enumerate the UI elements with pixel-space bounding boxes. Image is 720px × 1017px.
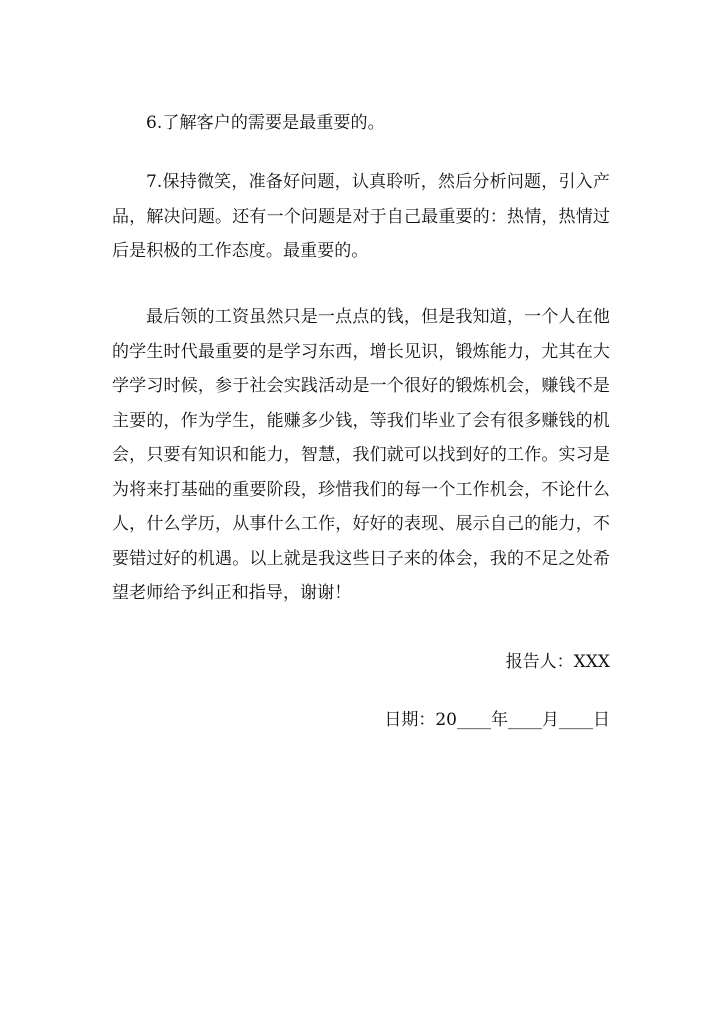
paragraph-conclusion: 最后领的工资虽然只是一点点的钱，但是我知道，一个人在他的学生时代最重要的是学习东西，增长见识，锻炼能力，尤其在大学学习时候，参于社会实践活动是一个很好的锻炼机会，赚钱不是主要的，作为学生，能赚多少钱，等我们毕业了会有很多赚钱的机会，只要有知识和能力，智慧，我们就可以找到好的工作。实习是为将来打基础的重要阶段，珍惜我们的每一个工作机会，不论什么人，什么学历，从事什么工作，好好的表现、展示自己的能力，不要错过好的机遇。以上就是我这些日子来的体会，我的不足之处希望老师给予纠正和指导，谢谢！	[112, 307, 610, 603]
paragraph-point-7: 7.保持微笑，准备好问题，认真聆听，然后分析问题，引入产品，解决问题。还有一个问题是对于自己最重要的：热情，热情过后是积极的工作态度。最重要的。	[112, 172, 610, 261]
reporter-signature: 报告人：XXX	[505, 652, 610, 672]
paragraph-point-6: 6.了解客户的需要是最重要的。	[146, 113, 385, 133]
report-date: 日期：20____年____月____日	[384, 710, 610, 730]
